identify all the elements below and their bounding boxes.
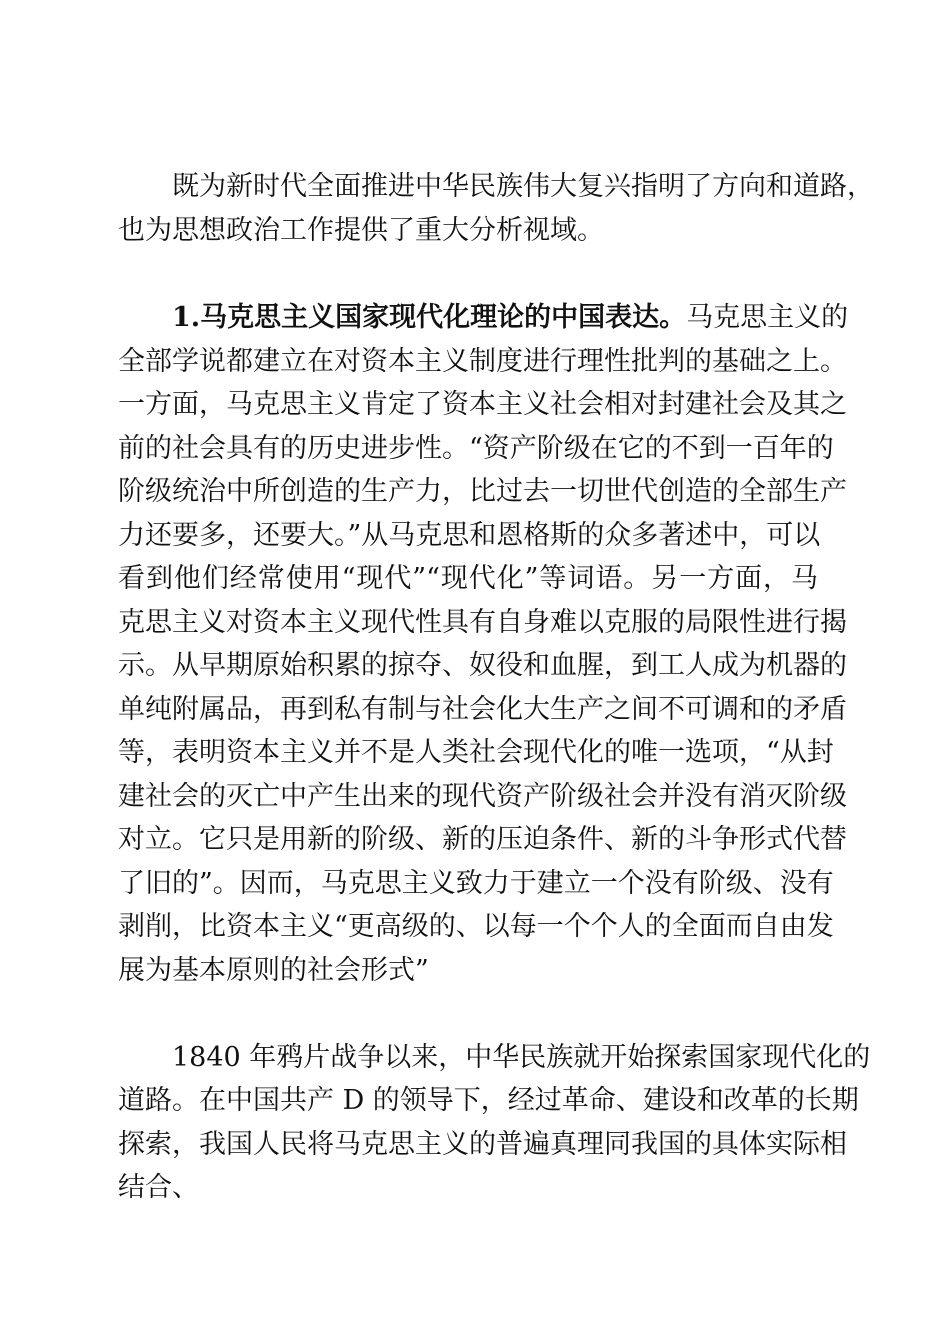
paragraph-2-line-1: [172, 296, 849, 340]
paragraph-2-line-15: 剥削，比资本主义“更高级的、以每一个个人的全面而自由发: [118, 911, 834, 942]
paragraph-2-line-11: 等，表明资本主义并不是人类社会现代化的唯一选项，“从封: [118, 737, 834, 768]
paragraph-3-line-4: 结合、: [118, 1172, 199, 1203]
paragraph-2-line-7: 看到他们经常使用“现代”“现代化”等词语。另一方面，马: [118, 563, 818, 594]
paragraph-3-line-1: 1840 年鸦片战争以来，中华民族就开始探索国家现代化的: [172, 1042, 871, 1073]
paragraph-2-line-3: 一方面，马克思主义肯定了资本主义社会相对封建社会及其之: [118, 389, 847, 420]
paragraph-2-line-9: 示。从早期原始积累的掠夺、奴役和血腥，到工人成为机器的: [118, 650, 847, 681]
paragraph-1-line-1: 既为新时代全面推进中华民族伟大复兴指明了方向和道路，: [172, 171, 874, 202]
paragraph-2-line-2: 全部学说都建立在对资本主义制度进行理性批判的基础之上。: [118, 346, 847, 377]
paragraph-2-line-10: 单纯附属品，再到私有制与社会化大生产之间不可调和的矛盾: [118, 694, 847, 725]
paragraph-2-line-5: 阶级统治中所创造的生产力，比过去一切世代创造的全部生产: [118, 476, 847, 507]
paragraph-2-line-16: 展为基本原则的社会形式”: [118, 955, 429, 986]
paragraph-2-line-1-rest: 马克思主义的: [686, 302, 849, 333]
section-heading: 1.马克思主义国家现代化理论的中国表达。: [172, 302, 687, 333]
paragraph-3-line-3: 探索，我国人民将马克思主义的普遍真理同我国的具体实际相: [118, 1129, 847, 1160]
paragraph-2-line-12: 建社会的灭亡中产生出来的现代资产阶级社会并没有消灭阶级: [118, 781, 847, 812]
paragraph-2-line-6: 力还要多，还要大。”从马克思和恩格斯的众多著述中，可以: [118, 520, 821, 551]
paragraph-2-line-14: 了旧的”。因而，马克思主义致力于建立一个没有阶级、没有: [118, 868, 834, 899]
paragraph-1-line-2: 也为思想政治工作提供了重大分析视域。: [118, 215, 604, 246]
paragraph-3-line-2: 道路。在中国共产 D 的领导下，经过革命、建设和改革的长期: [118, 1085, 859, 1116]
paragraph-2-line-13: 对立。它只是用新的阶级、新的压迫条件、新的斗争形式代替: [118, 824, 847, 855]
paragraph-2-line-4: 前的社会具有的历史进步性。“资产阶级在它的不到一百年的: [118, 433, 834, 464]
paragraph-2-line-8: 克思主义对资本主义现代性具有自身难以克服的局限性进行揭: [118, 607, 847, 638]
